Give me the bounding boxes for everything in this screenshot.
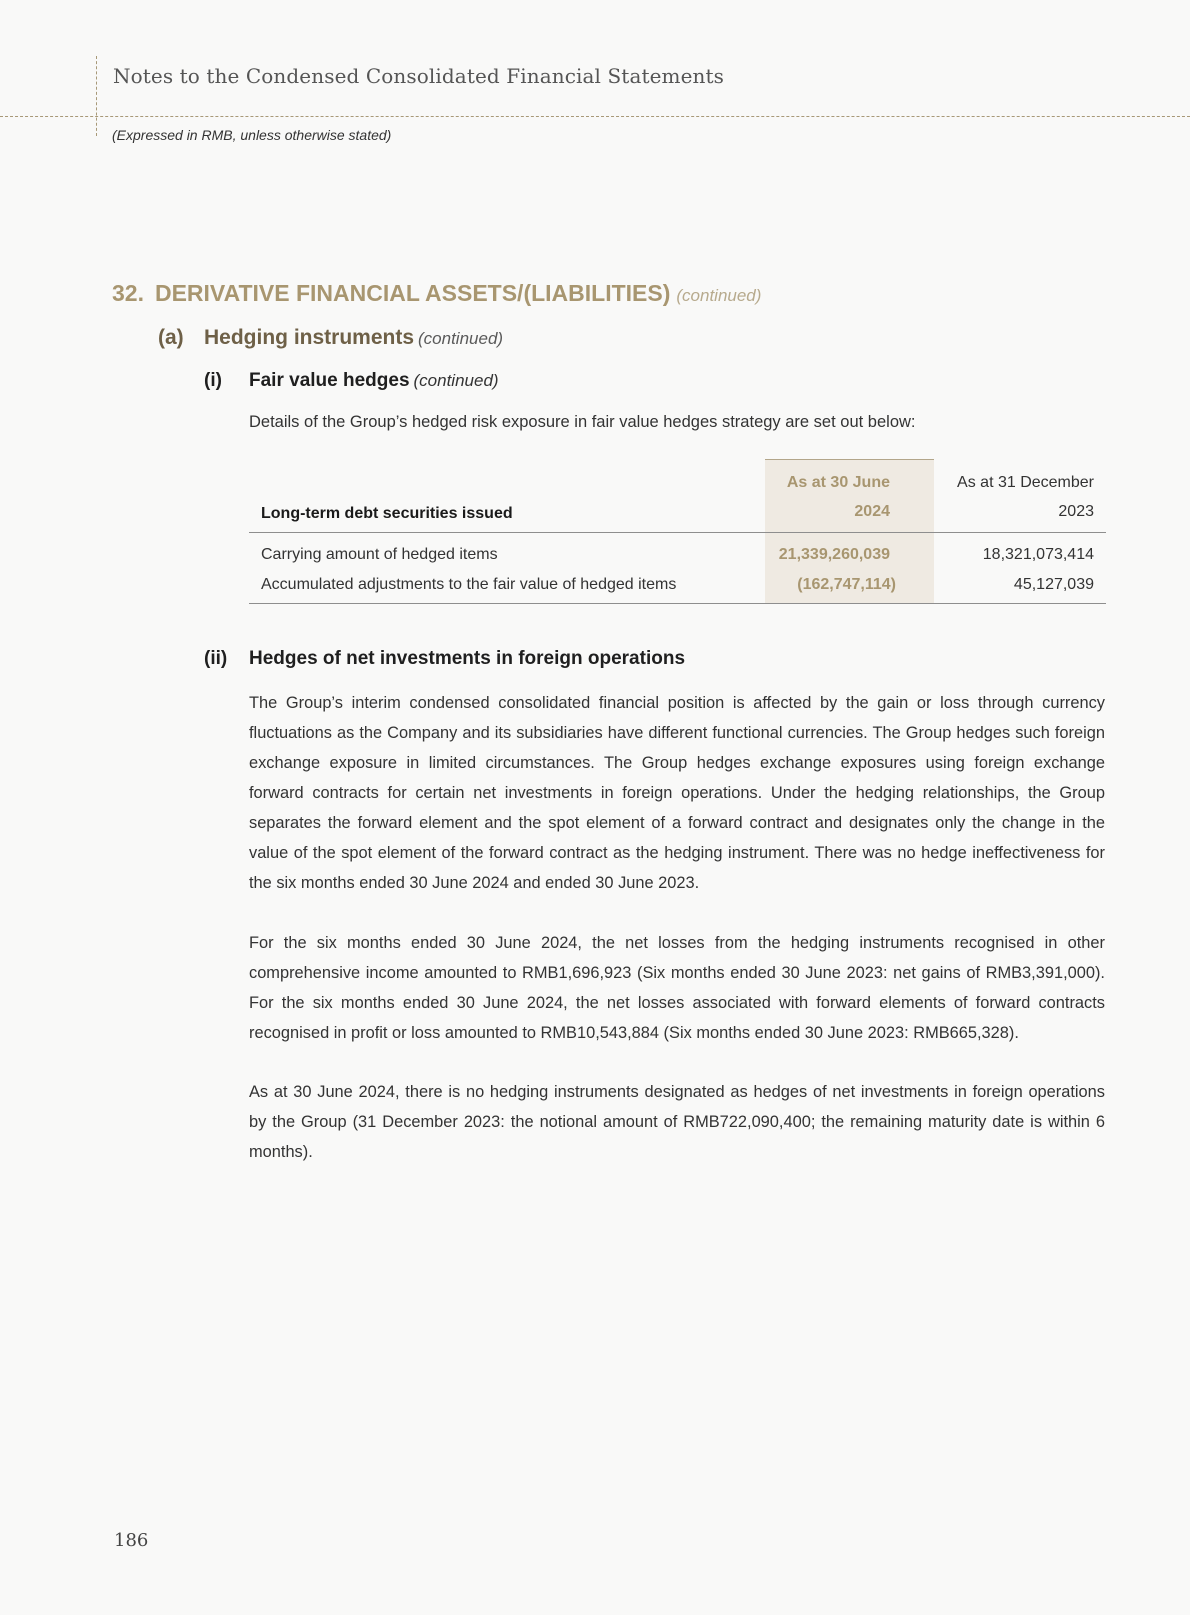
subsection-i-label: (i)	[204, 370, 222, 391]
page-number: 186	[114, 1530, 149, 1551]
page-header-title: Notes to the Condensed Consolidated Financial Statements	[113, 64, 725, 88]
subsection-ii-title: Hedges of net investments in foreign operations	[249, 648, 686, 669]
section-title: DERIVATIVE FINANCIAL ASSETS/(LIABILITIES)	[154, 280, 671, 306]
hedged-exposure-table	[249, 459, 1106, 604]
subsection-a-heading	[158, 326, 503, 350]
col-2023-header-line2: 2023	[1058, 503, 1094, 520]
section-heading	[112, 280, 761, 307]
fair-value-intro: Details of the Group’s hedged risk exposure in fair value hedges strategy are set out below:	[249, 413, 916, 431]
table-header-rule	[249, 532, 1106, 533]
table-cell-2023: 45,127,039	[1013, 576, 1094, 593]
subsection-ii-heading	[204, 648, 685, 670]
header-vertical-rule	[96, 56, 97, 136]
page-header-subtitle: (Expressed in RMB, unless otherwise stated)	[112, 127, 392, 143]
section-continued: (continued)	[676, 286, 762, 305]
header-horizontal-rule	[0, 116, 1190, 117]
paragraph: The Group’s interim condensed consolidated financial position is affected by the gain or loss through currency fluctuations as the Company and its subsidiaries have different functional currencies. The Group hedges such foreign exchange exposure in limited circumstances. The Group hedges exchange exposures using foreign exchange forward contracts for certain net investments in foreign operations. Under the hedging relationships, the Group separates the forward element and the spot element of a forward contract and designates only the change in the value of the spot element of the forward contract as the hedging instrument. There was no hedge ineffectiveness for the six months ended 30 June 2024 and ended 30 June 2023.	[249, 694, 1105, 892]
paragraph: As at 30 June 2024, there is no hedging instruments designated as hedges of net investments in foreign operations by the Group (31 December 2023: the notional amount of RMB722,090,400; the remaining maturity date is within 6 months).	[249, 1083, 1105, 1161]
table-cell-2024: (162,747,114)	[797, 576, 896, 593]
table-row-header: Long-term debt securities issued	[261, 505, 513, 522]
subsection-a-label: (a)	[158, 326, 184, 349]
col-2024-header-line2: 2024	[854, 503, 890, 520]
section-number: 32.	[112, 280, 144, 306]
col-2024-header-line1: As at 30 June	[786, 474, 890, 491]
table-row-label: Accumulated adjustments to the fair value of hedged items	[261, 576, 677, 593]
subsection-i-continued: (continued)	[413, 371, 499, 390]
table-row-label: Carrying amount of hedged items	[261, 546, 498, 563]
table-bottom-rule	[249, 603, 1106, 604]
subsection-a-continued: (continued)	[418, 329, 504, 348]
col-2023-header-line1: As at 31 December	[957, 474, 1094, 491]
subsection-i-title: Fair value hedges	[249, 370, 410, 391]
subsection-a-title: Hedging instruments	[204, 326, 415, 349]
subsection-i-heading	[204, 370, 499, 392]
subsection-ii-label: (ii)	[204, 648, 228, 669]
table-cell-2024: 21,339,260,039	[778, 546, 890, 563]
table-cell-2023: 18,321,073,414	[982, 546, 1094, 563]
paragraph: For the six months ended 30 June 2024, the net losses from the hedging instruments recognised in other comprehensive income amounted to RMB1,696,923 (Six months ended 30 June 2023: net gains of RMB3,391,000). For the six months ended 30 June 2024, the net losses associated with forward elements of forward contracts recognised in profit or loss amounted to RMB10,543,884 (Six months ended 30 June 2023: RMB665,328).	[249, 934, 1105, 1042]
